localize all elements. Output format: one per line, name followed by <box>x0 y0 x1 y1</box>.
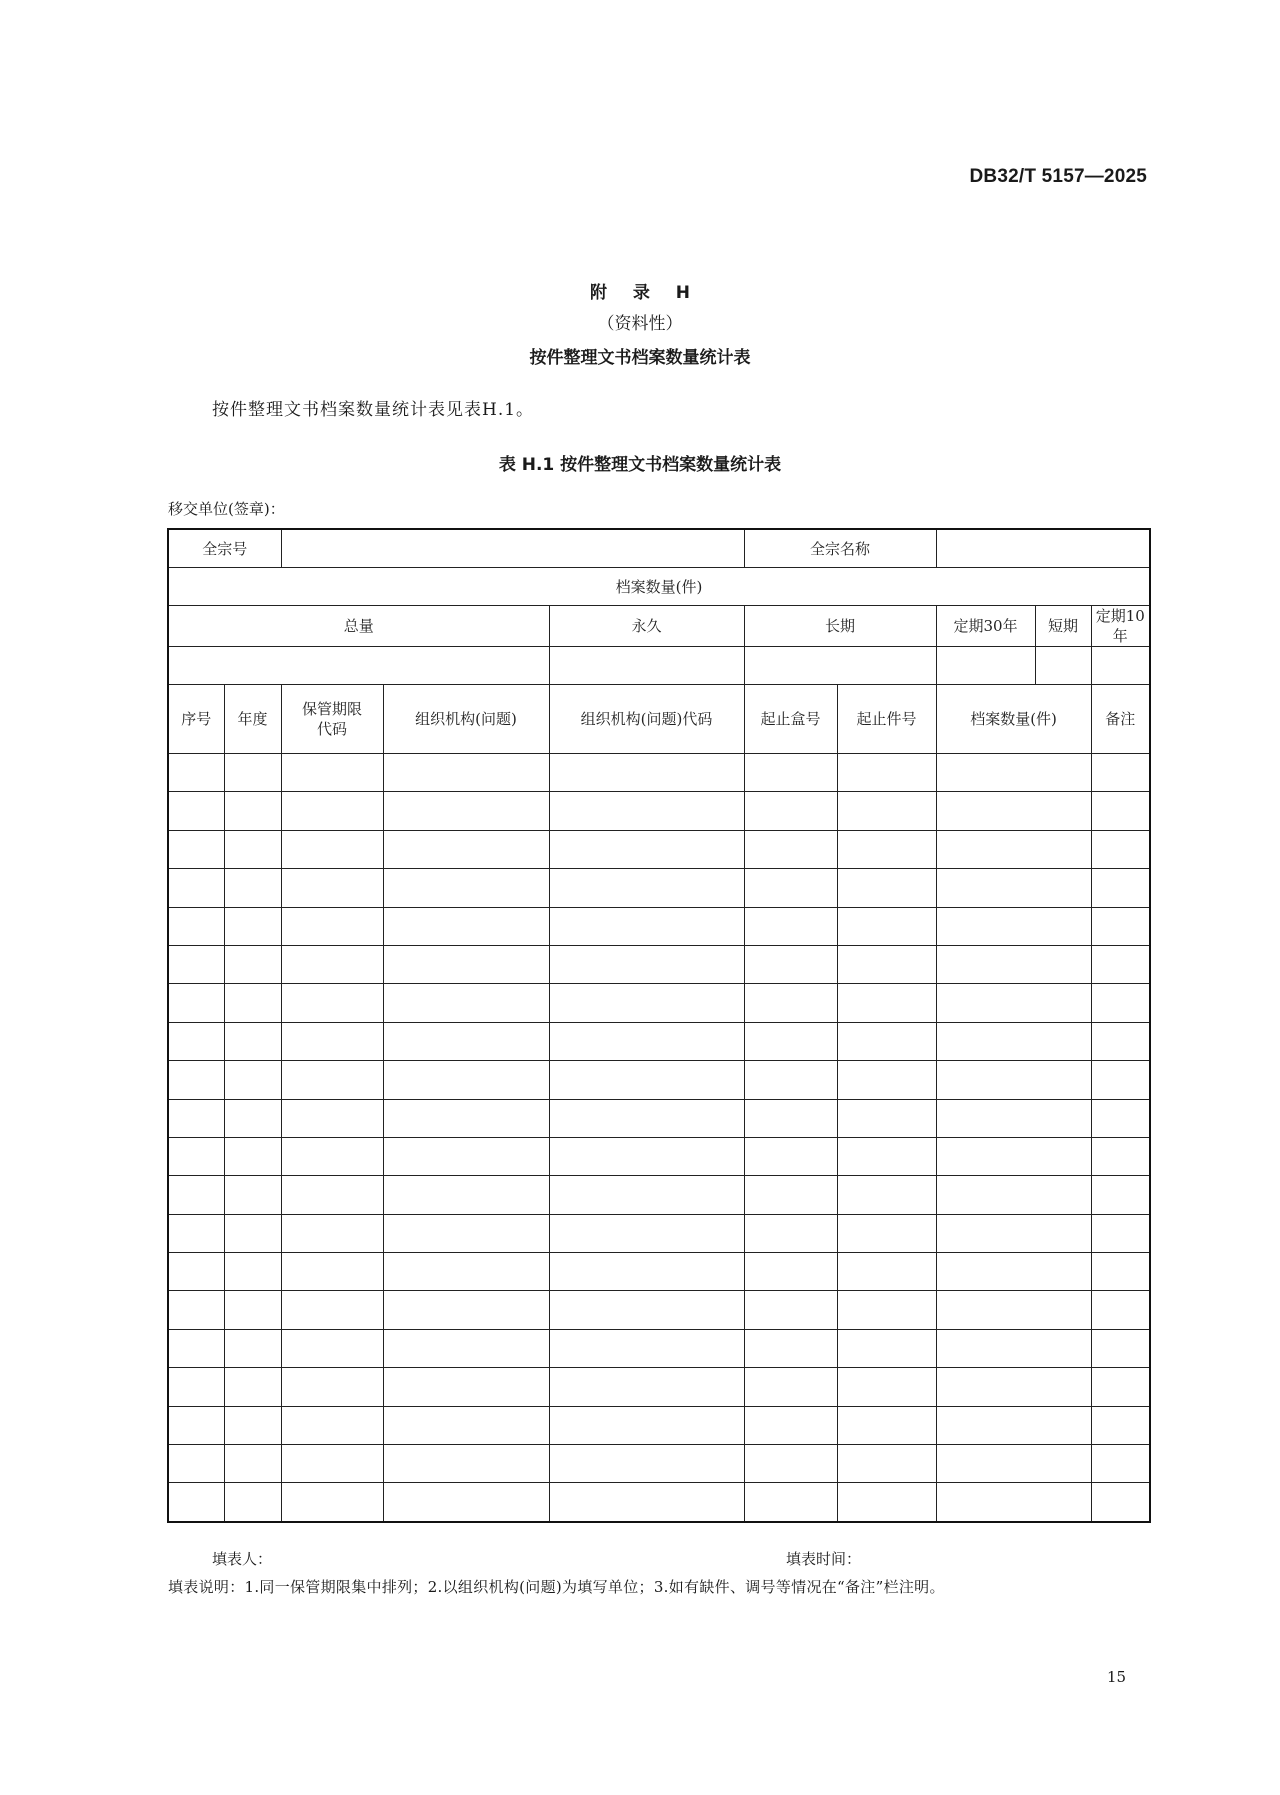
table-row <box>168 984 1150 1022</box>
table-cell[interactable] <box>549 1176 744 1214</box>
table-cell[interactable] <box>1091 1214 1150 1252</box>
table-cell[interactable] <box>224 984 281 1022</box>
table-cell[interactable] <box>549 907 744 945</box>
table-cell[interactable] <box>383 907 549 945</box>
table-cell[interactable] <box>837 1022 936 1060</box>
table-cell[interactable] <box>744 792 837 830</box>
table-cell[interactable] <box>837 1406 936 1444</box>
table-cell[interactable] <box>936 907 1091 945</box>
table-cell[interactable] <box>744 1291 837 1329</box>
table-cell[interactable] <box>281 1061 383 1099</box>
table-cell[interactable] <box>383 1061 549 1099</box>
fill-time-label: 填表时间： <box>786 1550 862 1568</box>
table-cell[interactable] <box>281 1329 383 1367</box>
table-cell[interactable] <box>1091 754 1150 792</box>
table-cell[interactable] <box>168 945 224 983</box>
table-cell[interactable] <box>744 1329 837 1367</box>
table-cell[interactable] <box>1091 1329 1150 1367</box>
table-cell[interactable] <box>936 1406 1091 1444</box>
table-cell[interactable] <box>168 1061 224 1099</box>
table-cell[interactable] <box>224 1176 281 1214</box>
column-header-row <box>168 685 1150 754</box>
table-cell[interactable] <box>224 1137 281 1175</box>
table-cell[interactable] <box>224 1099 281 1137</box>
table-cell[interactable] <box>549 1022 744 1060</box>
table-row <box>168 1061 1150 1099</box>
table-cell[interactable] <box>168 1406 224 1444</box>
transfer-unit-label: 移交单位(签章)： <box>168 500 285 518</box>
table-cell[interactable] <box>383 945 549 983</box>
archive-count-row <box>168 568 1150 606</box>
table-cell[interactable] <box>837 1099 936 1137</box>
intro-text: 按件整理文书档案数量统计表见表H.1。 <box>212 400 535 420</box>
term-10-value[interactable] <box>1091 647 1150 685</box>
table-row <box>168 907 1150 945</box>
table-cell[interactable] <box>224 1483 281 1522</box>
table-cell[interactable] <box>1091 792 1150 830</box>
table-cell[interactable] <box>281 1368 383 1406</box>
table-cell[interactable] <box>936 1291 1091 1329</box>
table-row <box>168 1022 1150 1060</box>
table-cell[interactable] <box>281 1406 383 1444</box>
table-cell[interactable] <box>837 1483 936 1522</box>
table-cell[interactable] <box>1091 984 1150 1022</box>
table-cell[interactable] <box>224 1291 281 1329</box>
total-header: 总量 <box>168 606 549 647</box>
col-remarks: 备注 <box>1091 685 1150 754</box>
table-cell[interactable] <box>383 1137 549 1175</box>
table-cell[interactable] <box>837 754 936 792</box>
table-cell[interactable] <box>168 1445 224 1483</box>
table-cell[interactable] <box>936 1176 1091 1214</box>
table-cell[interactable] <box>549 1214 744 1252</box>
table-cell[interactable] <box>549 1099 744 1137</box>
table-cell[interactable] <box>936 1137 1091 1175</box>
summary-value-row <box>168 647 1150 685</box>
fill-notes: 填表说明：1.同一保管期限集中排列；2.以组织机构(问题)为填写单位；3.如有缺件、调号等情况在“备注”栏注明。 <box>168 1578 945 1596</box>
table-cell[interactable] <box>168 1483 224 1522</box>
table-cell[interactable] <box>744 1061 837 1099</box>
fonds-name-label: 全宗名称 <box>744 529 936 568</box>
table-cell[interactable] <box>224 1061 281 1099</box>
table-cell[interactable] <box>383 869 549 907</box>
appendix-type: （资料性） <box>597 314 683 334</box>
table-cell[interactable] <box>383 830 549 868</box>
table-cell[interactable] <box>549 792 744 830</box>
table-cell[interactable] <box>744 1022 837 1060</box>
table-cell[interactable] <box>744 869 837 907</box>
table-cell[interactable] <box>936 1445 1091 1483</box>
table-cell[interactable] <box>744 1253 837 1291</box>
table-cell[interactable] <box>549 945 744 983</box>
table-cell[interactable] <box>549 984 744 1022</box>
table-cell[interactable] <box>1091 1022 1150 1060</box>
table-cell[interactable] <box>281 1022 383 1060</box>
table-cell[interactable] <box>837 1214 936 1252</box>
short-term-value[interactable] <box>1035 647 1091 685</box>
table-row <box>168 1137 1150 1175</box>
table-row <box>168 869 1150 907</box>
table-cell[interactable] <box>744 1368 837 1406</box>
table-cell[interactable] <box>383 1483 549 1522</box>
table-cell[interactable] <box>281 1483 383 1522</box>
table-cell[interactable] <box>281 1214 383 1252</box>
table-cell[interactable] <box>224 1022 281 1060</box>
table-cell[interactable] <box>936 792 1091 830</box>
table-cell[interactable] <box>168 1214 224 1252</box>
table-cell[interactable] <box>1091 830 1150 868</box>
table-cell[interactable] <box>168 869 224 907</box>
table-cell[interactable] <box>224 869 281 907</box>
long-term-value[interactable] <box>744 647 936 685</box>
table-cell[interactable] <box>1091 1253 1150 1291</box>
col-serial: 序号 <box>168 685 224 754</box>
table-cell[interactable] <box>281 984 383 1022</box>
table-cell[interactable] <box>281 1176 383 1214</box>
table-row <box>168 1368 1150 1406</box>
table-cell[interactable] <box>383 792 549 830</box>
table-cell[interactable] <box>936 1253 1091 1291</box>
fonds-row <box>168 529 1150 568</box>
table-cell[interactable] <box>744 1137 837 1175</box>
table-cell[interactable] <box>1091 1099 1150 1137</box>
table-cell[interactable] <box>549 1483 744 1522</box>
standard-code: DB32/T 5157—2025 <box>969 166 1147 187</box>
table-cell[interactable] <box>549 830 744 868</box>
term-30-header: 定期30年 <box>936 606 1035 647</box>
table-cell[interactable] <box>168 1022 224 1060</box>
table-row <box>168 1214 1150 1252</box>
table-cell[interactable] <box>281 1445 383 1483</box>
table-cell[interactable] <box>281 945 383 983</box>
table-cell[interactable] <box>383 1176 549 1214</box>
table-cell[interactable] <box>1091 1368 1150 1406</box>
table-cell[interactable] <box>936 754 1091 792</box>
table-cell[interactable] <box>744 1099 837 1137</box>
table-cell[interactable] <box>837 1329 936 1367</box>
table-cell[interactable] <box>1091 945 1150 983</box>
filler-label: 填表人： <box>212 1550 273 1568</box>
table-cell[interactable] <box>383 1214 549 1252</box>
table-cell[interactable] <box>1091 869 1150 907</box>
table-cell[interactable] <box>281 830 383 868</box>
table-cell[interactable] <box>383 1291 549 1329</box>
col-retention-code-line1: 保管期限 <box>302 700 363 718</box>
table-cell[interactable] <box>837 1368 936 1406</box>
table-cell[interactable] <box>168 754 224 792</box>
table-cell[interactable] <box>168 1176 224 1214</box>
table-row <box>168 1176 1150 1214</box>
table-cell[interactable] <box>936 830 1091 868</box>
col-organization: 组织机构(问题) <box>383 685 549 754</box>
table-cell[interactable] <box>549 1368 744 1406</box>
table-cell[interactable] <box>224 830 281 868</box>
table-cell[interactable] <box>744 1483 837 1522</box>
statistics-table <box>167 528 1151 1523</box>
table-cell[interactable] <box>936 945 1091 983</box>
table-cell[interactable] <box>837 984 936 1022</box>
table-cell[interactable] <box>837 1253 936 1291</box>
table-cell[interactable] <box>383 1368 549 1406</box>
long-term-header: 长期 <box>744 606 936 647</box>
table-cell[interactable] <box>837 1291 936 1329</box>
col-item-range: 起止件号 <box>837 685 936 754</box>
table-cell[interactable] <box>383 1445 549 1483</box>
table-cell[interactable] <box>224 945 281 983</box>
table-cell[interactable] <box>936 1061 1091 1099</box>
table-cell[interactable] <box>281 792 383 830</box>
table-row <box>168 792 1150 830</box>
table-cell[interactable] <box>281 1291 383 1329</box>
table-row <box>168 1253 1150 1291</box>
table-cell[interactable] <box>168 1329 224 1367</box>
appendix-name: 按件整理文书档案数量统计表 <box>529 348 751 368</box>
table-cell[interactable] <box>837 907 936 945</box>
table-cell[interactable] <box>224 1329 281 1367</box>
total-value[interactable] <box>168 647 549 685</box>
table-row <box>168 754 1150 792</box>
table-cell[interactable] <box>224 1214 281 1252</box>
table-cell[interactable] <box>1091 907 1150 945</box>
table-cell[interactable] <box>383 1099 549 1137</box>
permanent-header: 永久 <box>549 606 744 647</box>
table-cell[interactable] <box>936 1099 1091 1137</box>
table-cell[interactable] <box>744 1406 837 1444</box>
table-row <box>168 1483 1150 1522</box>
table-caption: 表 H.1 按件整理文书档案数量统计表 <box>498 455 782 475</box>
table-cell[interactable] <box>383 754 549 792</box>
col-box-range: 起止盒号 <box>744 685 837 754</box>
table-cell[interactable] <box>1091 1291 1150 1329</box>
short-term-header: 短期 <box>1035 606 1091 647</box>
table-cell[interactable] <box>936 1214 1091 1252</box>
table-cell[interactable] <box>837 1176 936 1214</box>
table-row <box>168 1406 1150 1444</box>
table-cell[interactable] <box>1091 1445 1150 1483</box>
archive-count-header: 档案数量(件) <box>168 568 1150 606</box>
col-year: 年度 <box>224 685 281 754</box>
table-cell[interactable] <box>224 1406 281 1444</box>
table-cell[interactable] <box>744 754 837 792</box>
table-cell[interactable] <box>549 754 744 792</box>
table-cell[interactable] <box>168 984 224 1022</box>
table-cell[interactable] <box>744 1176 837 1214</box>
permanent-value[interactable] <box>549 647 744 685</box>
table-cell[interactable] <box>837 792 936 830</box>
table-cell[interactable] <box>168 1291 224 1329</box>
table-cell[interactable] <box>1091 1176 1150 1214</box>
page-number: 15 <box>1107 1668 1127 1686</box>
table-cell[interactable] <box>224 1253 281 1291</box>
term-10-header: 定期10年 <box>1091 606 1150 647</box>
table-cell[interactable] <box>837 869 936 907</box>
fonds-no-label: 全宗号 <box>168 529 281 568</box>
col-organization-code: 组织机构(问题)代码 <box>549 685 744 754</box>
table-cell[interactable] <box>281 907 383 945</box>
table-cell[interactable] <box>837 830 936 868</box>
table-cell[interactable] <box>744 1214 837 1252</box>
table-cell[interactable] <box>168 1099 224 1137</box>
table-cell[interactable] <box>837 1061 936 1099</box>
table-cell[interactable] <box>224 907 281 945</box>
table-cell[interactable] <box>281 1253 383 1291</box>
table-cell[interactable] <box>549 1291 744 1329</box>
table-cell[interactable] <box>281 869 383 907</box>
table-cell[interactable] <box>936 1483 1091 1522</box>
table-cell[interactable] <box>383 1329 549 1367</box>
table-row <box>168 1445 1150 1483</box>
table-cell[interactable] <box>383 1253 549 1291</box>
table-cell[interactable] <box>224 1368 281 1406</box>
table-cell[interactable] <box>936 1022 1091 1060</box>
term-30-value[interactable] <box>936 647 1035 685</box>
table-cell[interactable] <box>744 830 837 868</box>
table-cell[interactable] <box>383 1406 549 1444</box>
table-cell[interactable] <box>549 1406 744 1444</box>
table-cell[interactable] <box>744 945 837 983</box>
table-cell[interactable] <box>936 869 1091 907</box>
table-cell[interactable] <box>549 869 744 907</box>
table-cell[interactable] <box>837 1137 936 1175</box>
summary-header-row <box>168 606 1150 647</box>
table-cell[interactable] <box>837 945 936 983</box>
table-cell[interactable] <box>281 1099 383 1137</box>
fonds-no-value[interactable] <box>281 529 744 568</box>
table-cell[interactable] <box>224 792 281 830</box>
col-retention-code <box>281 685 383 754</box>
appendix-title: 附 录 H <box>589 283 691 303</box>
table-cell[interactable] <box>168 830 224 868</box>
table-cell[interactable] <box>1091 1061 1150 1099</box>
table-cell[interactable] <box>549 1329 744 1367</box>
table-cell[interactable] <box>1091 1483 1150 1522</box>
table-cell[interactable] <box>383 984 549 1022</box>
table-cell[interactable] <box>168 792 224 830</box>
table-cell[interactable] <box>744 984 837 1022</box>
table-cell[interactable] <box>936 984 1091 1022</box>
table-row <box>168 1329 1150 1367</box>
table-cell[interactable] <box>936 1329 1091 1367</box>
table-cell[interactable] <box>549 1445 744 1483</box>
table-cell[interactable] <box>168 1137 224 1175</box>
table-cell[interactable] <box>168 1253 224 1291</box>
table-cell[interactable] <box>744 1445 837 1483</box>
table-cell[interactable] <box>281 1137 383 1175</box>
table-cell[interactable] <box>168 1368 224 1406</box>
table-row <box>168 945 1150 983</box>
table-cell[interactable] <box>1091 1137 1150 1175</box>
table-cell[interactable] <box>744 907 837 945</box>
table-cell[interactable] <box>936 1368 1091 1406</box>
table-cell[interactable] <box>224 1445 281 1483</box>
table-cell[interactable] <box>168 907 224 945</box>
table-cell[interactable] <box>1091 1406 1150 1444</box>
table-cell[interactable] <box>837 1445 936 1483</box>
table-row <box>168 830 1150 868</box>
table-row <box>168 1291 1150 1329</box>
table-cell[interactable] <box>224 754 281 792</box>
table-cell[interactable] <box>281 754 383 792</box>
col-retention-code-line2: 代码 <box>317 720 348 738</box>
fonds-name-value[interactable] <box>936 529 1150 568</box>
table-cell[interactable] <box>549 1253 744 1291</box>
table-cell[interactable] <box>549 1137 744 1175</box>
table-cell[interactable] <box>549 1061 744 1099</box>
table-row <box>168 1099 1150 1137</box>
col-archive-count: 档案数量(件) <box>936 685 1091 754</box>
table-cell[interactable] <box>383 1022 549 1060</box>
